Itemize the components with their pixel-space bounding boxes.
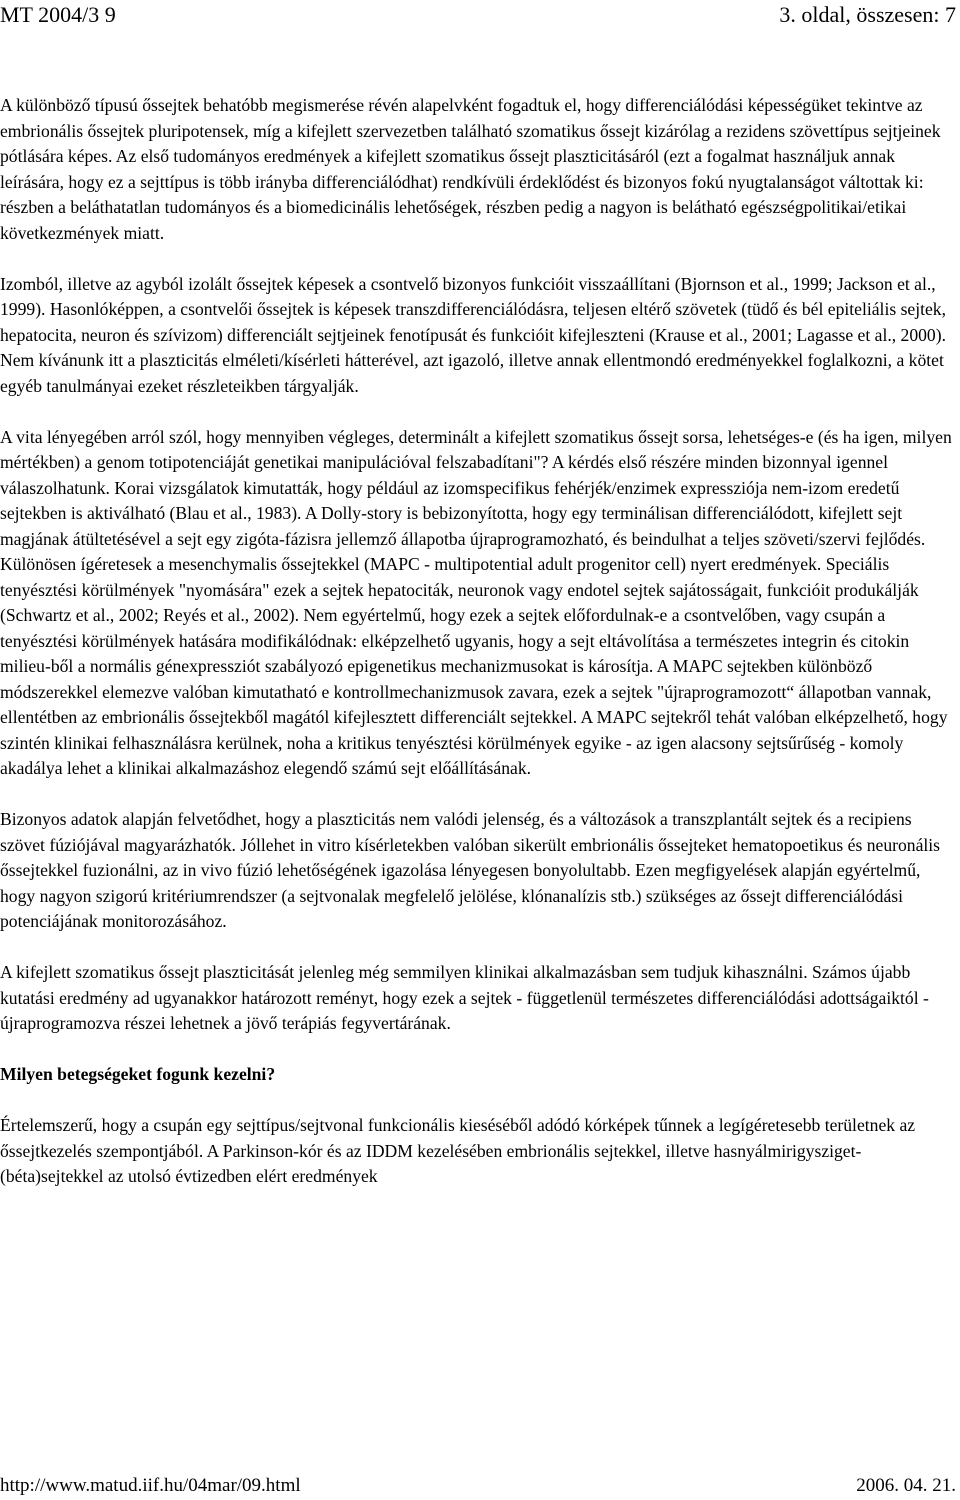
page-counter: 3. oldal, összesen: 7: [779, 2, 956, 27]
page-footer: [0, 1472, 960, 1500]
document-reference: MT 2004/3 9: [0, 2, 116, 27]
print-date: 2006. 04. 21.: [856, 1475, 956, 1496]
paragraph-4: Bizonyos adatok alapján felvetődhet, hogy a plaszticitás nem valódi jelenség, és a változások a transzplantált sejtek és a recipiens szövet fúziójával magyarázhatók. Jóllehet in vitro kísérletekben valóban sikerült embrionális őssejteket hematopoetikus és neuronális őssejtekkel fuzionálni, az in vivo fúzió lehetőségének igazolása lényegesen bonyolultabb. Ezen megfigyelések alapján egyértelmű, hogy nagyon szigorú kritériumrendszer (a sejtvonalak megfelelő jelölése, klónanalízis stb.) szükséges az őssejt differenciálódási potenciájának monitorozásához.: [0, 809, 941, 931]
source-url-link[interactable]: http://www.matud.iif.hu/04mar/09.html: [0, 1475, 301, 1496]
paragraph-2: Izomból, illetve az agyból izolált őssejtek képesek a csontvelő bizonyos funkcióit visszaállítani (Bjornson et al., 1999; Jackson et al., 1999). Hasonlóképpen, a csontvelői őssejtek is képesek transzdifferenciálódásra, teljesen eltérő szövetek (tüdő és bél epiteliális sejtek, hepatocita, neuron és szívizom) differenciált sejtjeinek fenotípusát és funkcióit kifejleszteni (Krause et al., 2001; Lagasse et al., 2000). Nem kívánunk itt a plaszticitás elméleti/kísérleti hátterével, azt igazoló, illetve annak ellentmondó eredményekkel foglalkozni, a kötet egyéb tanulmányai ezeket részleteikben tárgyalják.: [0, 273, 947, 396]
paragraph-5: A kifejlett szomatikus őssejt plaszticitását jelenleg még semmilyen klinikai alkalmazásban sem tudjuk kihasználni. Számos újabb kutatási eredmény ad ugyanakkor határozott reményt, hogy ezek a sejtek - függetlenül természetes differenciálódási adottságaiktól - újraprogramozva részei lehetnek a jövő terápiás fegyvertárának.: [0, 962, 929, 1033]
page-header: [0, 0, 960, 30]
paragraph-3: A vita lényegében arról szól, hogy mennyiben végleges, determinált a kifejlett szomatikus őssejt sorsa, lehetséges-e (és ha igen, milyen mértékben) a genom totipotenciáját genetikai manipulációval felszabadítani"? A kérdés első részére minden bizonnyal igennel válaszolhatunk. Korai vizsgálatok kimutatták, hogy például az izomspecifikus fehérjék/enzimek expressziója nem-izom eredetű sejtekben is aktiválható (Blau et al., 1983). A Dolly-story is bebizonyította, hogy egy terminálisan differenciálódott, kifejlett sejt magjának átültetésével a sejt egy zigóta-fázisra jellemző állapotba újraprogramozható, és beindulhat a teljes szöveti/szervi fejlődés. Különösen ígéretesek a mesenchymalis őssejtekkel (MAPC - multipotential adult progenitor cell) nyert eredmények. Speciális tenyésztési körülmények "nyomására" ezek a sejtek hepatociták, neuronok vagy endotel sejtek sajátosságait, funkcióit produkálják (Schwartz et al., 2002; Reyés et al., 2002). Nem egyértelmű, hogy ezek a sejtek előfordulnak-e a csontvelőben, vagy csupán a tenyésztési körülmények hatására modifikálódnak: elképzelhető ugyanis, hogy a sejt eltávolítása a természetes integrin és citokin milieu-ből a normális génexpressziót szabályozó epigenetikus mechanizmusokat is károsítja. A MAPC sejtekben különböző módszerekkel elemezve valóban kimutatható e kontrollmechanizmusok zavara, ezek a sejtek "újraprogramozott“ állapotban vannak, ellentétben az embrionális őssejtekből magától kifejlesztett differenciált sejtekkel. A MAPC sejtekről tehát valóban elképzelhető, hogy szintén klinikai felhasználásra kerülnek, noha a kritikus tenyésztési körülmények egyike - az igen alacsony sejtsűrűség - komoly akadálya lehet a klinikai alkalmazáshoz elegendő számú sejt előállításának.: [0, 426, 952, 778]
paragraph-1: A különböző típusú őssejtek behatóbb megismerése révén alapelvként fogadtuk el, hogy differenciálódási képességüket tekintve az embrionális őssejtek pluripotensek, míg a kifejlett szervezetben található szomatikus őssejt kizárólag a rezidens szövettípus sejtjeinek pótlására képes. Az első tudományos eredmények a kifejlett szomatikus őssejt plaszticitásáról (ezt a fogalmat használjuk annak leírására, hogy ez a sejttípus is több irányba differenciálódhat) rendkívüli érdeklődést és bizonyos fokú nyugtalanságot váltottak ki: részben a beláthatatlan tudományos és a biomedicinális lehetőségek, részben pedig a nagyon is belátható egészségpolitikai/etikai következmények miatt.: [0, 95, 941, 243]
article-body: [0, 93, 954, 1215]
section-paragraph: Értelemszerű, hogy a csupán egy sejttípus/sejtvonal funkcionális kieséséből adódó kórképek tűnnek a legígéretesebb területnek az őssejtkezelés szempontjából. A Parkinson-kór és az IDDM kezelésében embrionális sejtekkel, illetve hasnyálmirigysziget-(béta)sejtekkel az utolsó évtizedben elért eredmények: [0, 1115, 916, 1186]
section-heading: Milyen betegségeket fogunk kezelni?: [0, 1064, 276, 1084]
